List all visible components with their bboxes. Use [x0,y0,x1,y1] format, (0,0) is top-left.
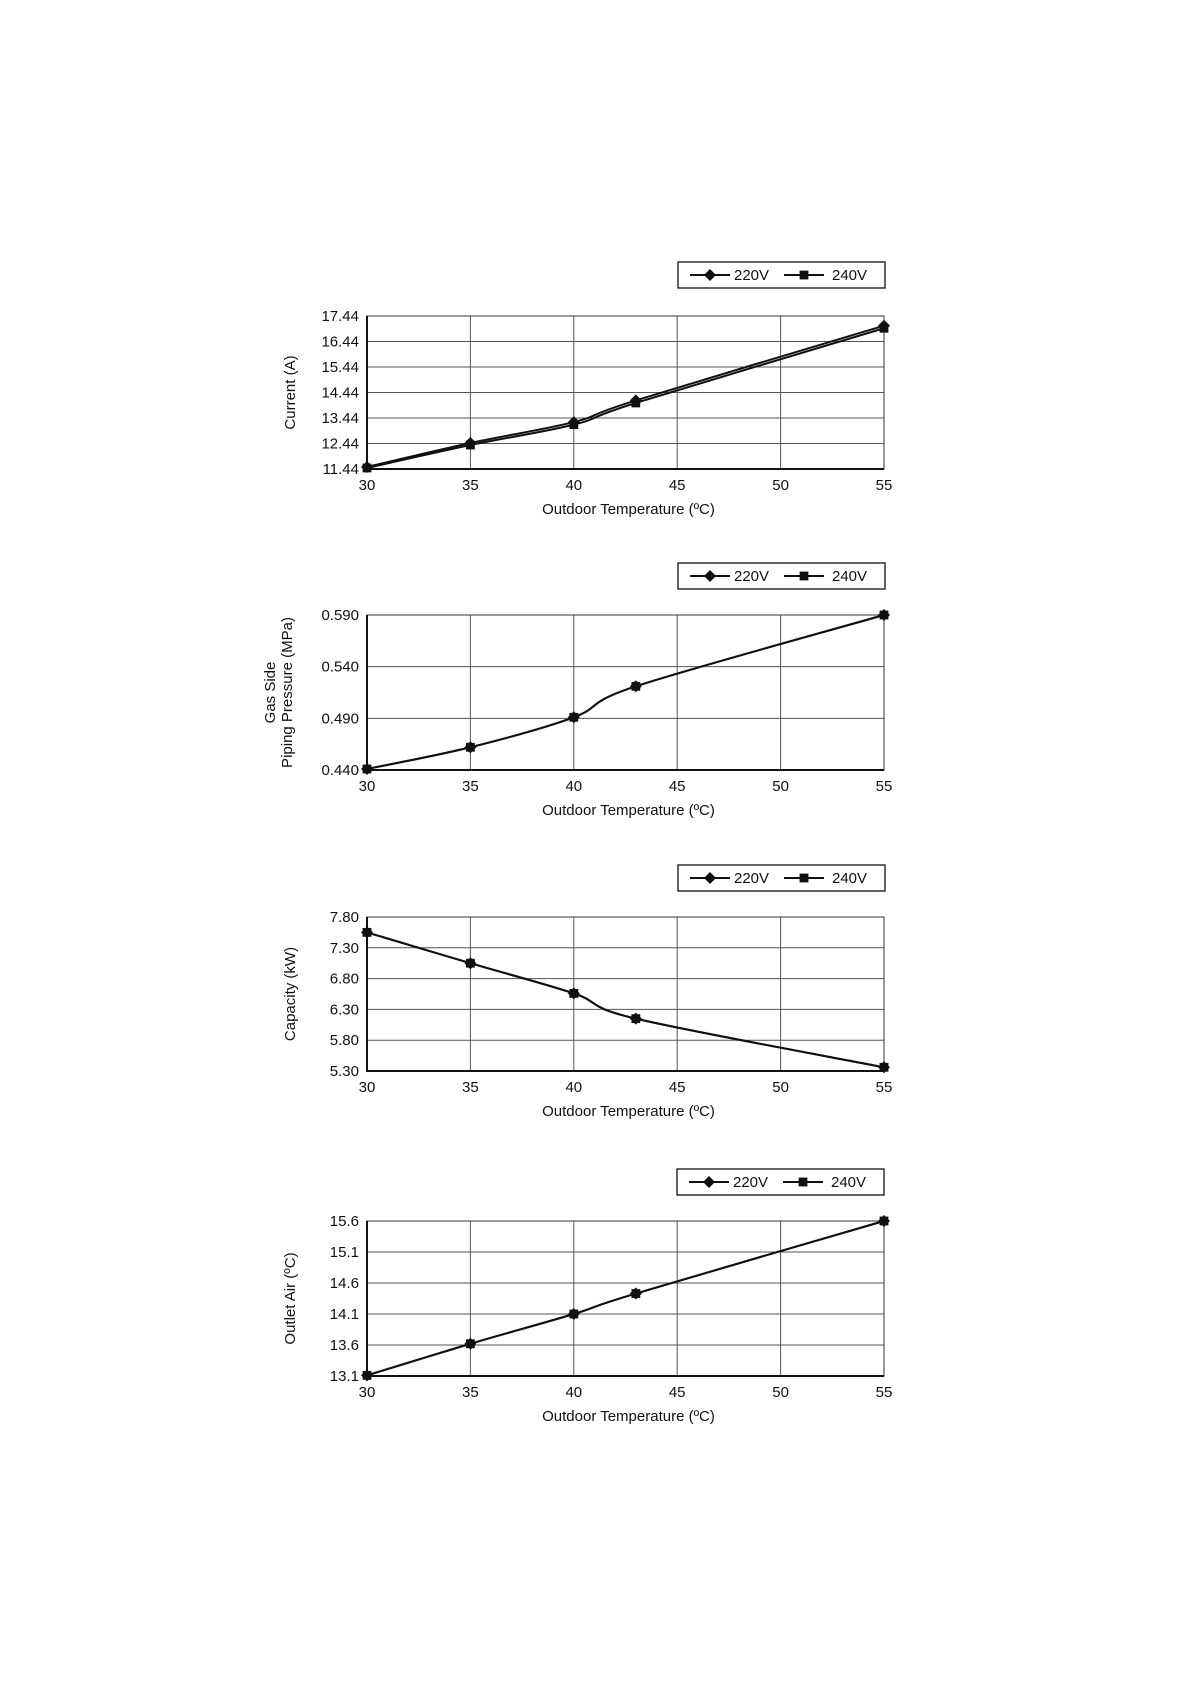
y-tick-label: 0.590 [321,607,359,624]
square-marker [631,1289,640,1298]
x-tick-label: 35 [462,778,479,795]
square-marker [569,1310,578,1319]
series-220V [361,609,890,775]
series-220V [361,1215,890,1381]
y-tick-label: 0.490 [321,710,359,728]
x-tick-label: 50 [772,477,789,494]
chart-capacity [282,865,892,1120]
x-tick-label: 40 [565,1079,583,1096]
y-tick-label: 6.80 [329,970,359,988]
square-marker [631,1014,640,1023]
x-axis-label: Outdoor Temperature (ºC) [542,1103,715,1120]
chart-outlet-air [282,1169,892,1425]
y-tick-label: 11.44 [322,461,359,478]
y-axis-label: Outlet Air (ºC) [282,1252,299,1345]
legend [678,563,885,589]
legend-square-marker [799,1178,808,1187]
square-marker [363,928,372,937]
x-tick-label: 50 [772,1079,789,1096]
y-axis-label: Current (A) [282,355,299,430]
x-tick-label: 35 [462,477,479,494]
x-tick-label: 35 [462,1384,479,1401]
square-marker [569,989,578,998]
plot-frame [367,917,884,1071]
square-marker [880,324,889,333]
chart-gas-pressure [262,563,892,819]
series-line [367,615,884,769]
square-marker [631,399,640,408]
legend [678,262,885,288]
y-tick-label: 7.80 [329,909,359,926]
x-tick-label: 30 [358,477,376,494]
x-tick-label: 45 [668,477,686,494]
x-axis-label: Outdoor Temperature (ºC) [542,802,715,819]
y-tick-label: 14.6 [329,1275,359,1292]
y-tick-label: 14.44 [321,384,359,402]
square-marker [880,1217,889,1226]
square-marker [466,1339,475,1348]
legend-square-marker [800,572,809,581]
y-tick-label: 0.440 [321,762,359,779]
y-tick-label: 14.1 [329,1306,359,1323]
square-marker [631,682,640,691]
x-tick-label: 30 [358,778,376,795]
square-marker [466,743,475,752]
series-220V [361,926,890,1073]
y-tick-label: 15.44 [321,359,359,376]
x-tick-label: 45 [668,1079,686,1096]
x-tick-label: 30 [358,1384,376,1401]
x-tick-label: 40 [565,778,583,795]
x-tick-label: 50 [772,1384,789,1401]
legend-square-marker [800,874,809,883]
y-tick-label: 13.1 [329,1368,359,1385]
grid [367,316,884,469]
series-line [367,932,884,1067]
x-tick-label: 40 [565,1384,583,1401]
y-tick-label: 15.1 [329,1244,359,1261]
square-marker [569,420,578,429]
x-tick-label: 55 [875,477,893,494]
grid [367,917,884,1071]
x-tick-label: 50 [772,778,789,795]
y-tick-label: 7.30 [329,939,359,957]
y-tick-label: 6.30 [329,1001,359,1019]
plot-frame [367,615,884,770]
legend-label: 220V [733,1174,769,1191]
series-line [367,615,884,769]
x-tick-label: 55 [875,778,893,795]
x-tick-label: 45 [668,778,686,795]
x-tick-label: 55 [875,1079,893,1096]
legend-square-marker [800,271,809,280]
y-axis-label-line: Piping Pressure (MPa) [279,617,296,768]
series-line [367,932,884,1067]
square-marker [880,611,889,620]
x-tick-label: 45 [668,1384,686,1401]
x-axis-label: Outdoor Temperature (ºC) [542,501,715,518]
y-axis-label-line: Gas Side [262,661,279,724]
legend [677,1169,884,1195]
legend-label: 240V [831,1174,867,1191]
y-tick-label: 0.540 [321,658,359,676]
y-axis-label: Capacity (kW) [282,946,299,1042]
square-marker [466,441,475,450]
series-220V [361,320,890,473]
legend-label: 240V [832,568,868,585]
x-tick-label: 55 [875,1384,893,1401]
legend-label: 220V [734,870,770,887]
square-marker [363,1371,372,1380]
y-tick-label: 17.44 [321,308,359,325]
y-tick-label: 12.44 [321,435,359,453]
x-axis-label: Outdoor Temperature (ºC) [542,1408,715,1425]
y-axis-label [262,617,296,768]
chart-current [282,262,892,518]
square-marker [569,713,578,722]
y-tick-label: 5.80 [329,1032,359,1050]
legend-label: 220V [734,568,770,585]
square-marker [880,1063,889,1072]
series-240V [363,928,889,1072]
y-tick-label: 5.30 [329,1063,359,1080]
legend-label: 220V [734,267,770,284]
y-tick-label: 13.44 [321,410,359,427]
legend-label: 240V [832,870,868,887]
square-marker [466,959,475,968]
x-tick-label: 30 [358,1079,376,1096]
series-line [367,326,884,467]
series-line [367,1221,884,1375]
series-240V [363,611,889,774]
y-tick-label: 16.44 [321,333,359,351]
legend-label: 240V [832,267,868,284]
square-marker [363,765,372,774]
square-marker [363,464,372,473]
grid [367,615,884,770]
legend [678,865,885,891]
x-tick-label: 35 [462,1079,479,1096]
y-tick-label: 13.6 [329,1337,359,1354]
x-tick-label: 40 [565,477,583,494]
series-240V [363,1217,889,1380]
y-tick-label: 15.6 [329,1213,359,1230]
